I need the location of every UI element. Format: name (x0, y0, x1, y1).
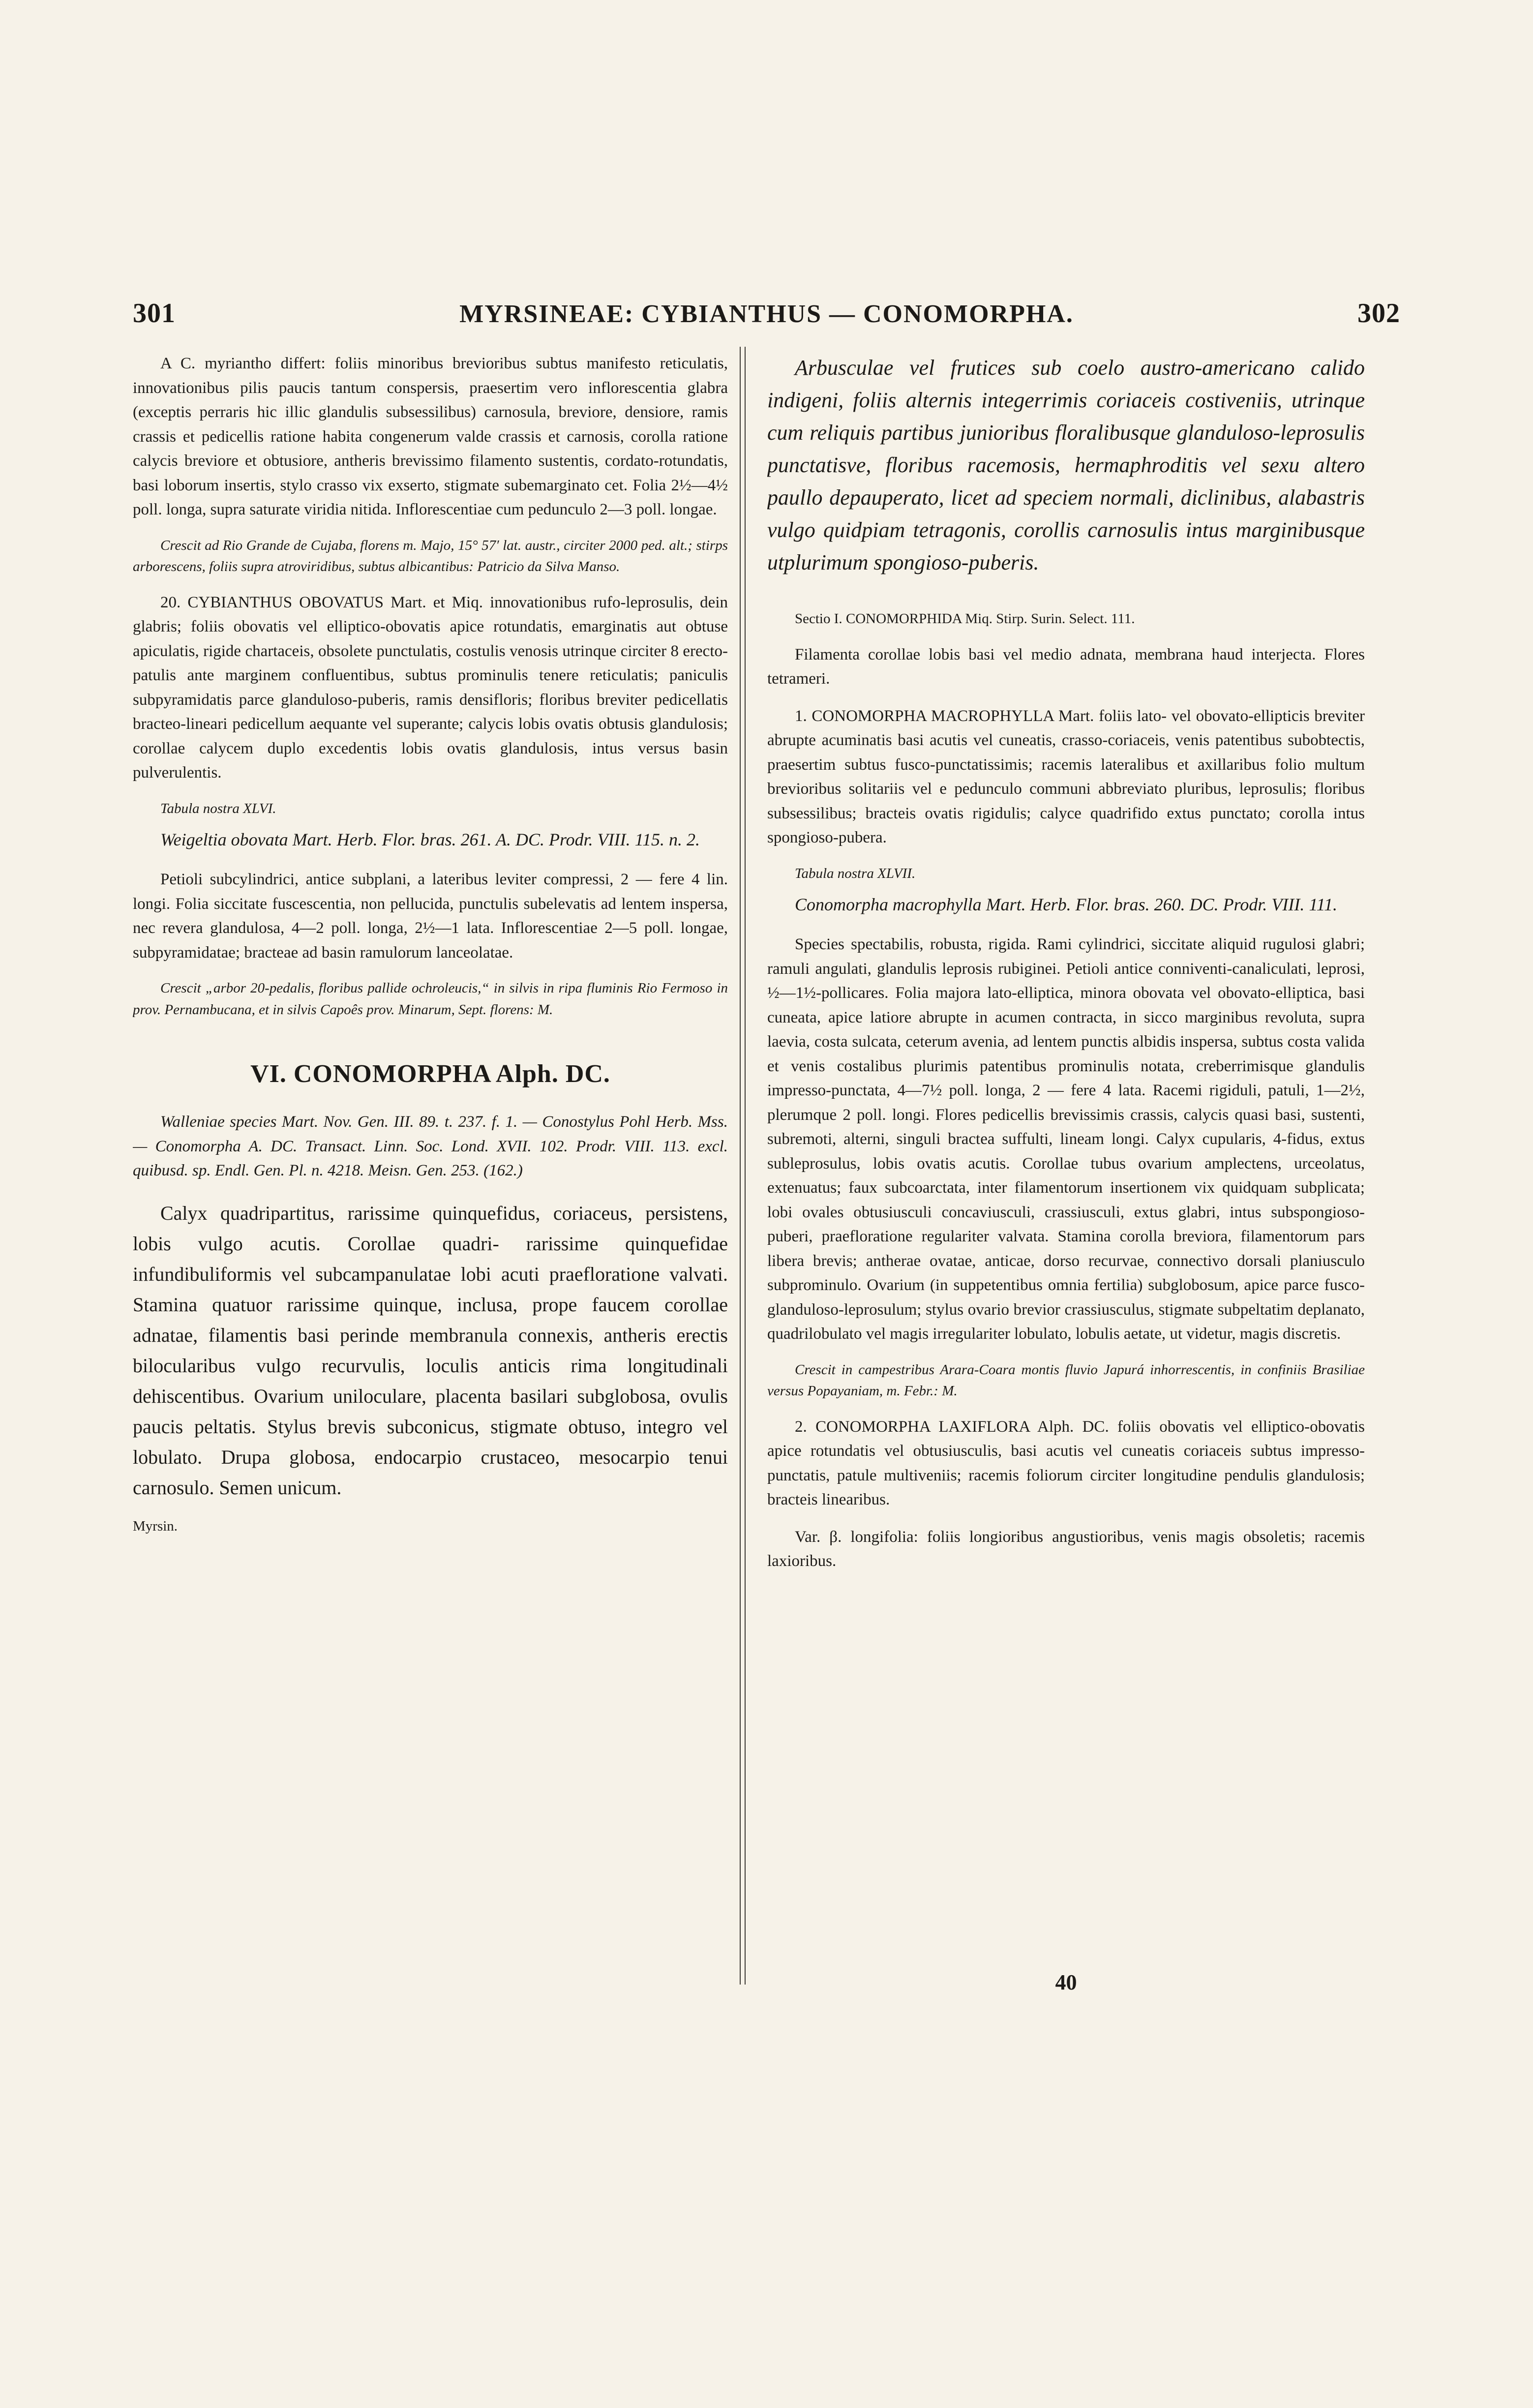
paragraph-differt: A C. myriantho differt: foliis minoribus brevioribus subtus manifesto reticulatis, innovationibus pilis paucis tantum conspersis, praesertim vero inflorescentia glabra (exceptis perraris hic illic glandulis subsessilibus) carnosula, breviore, densiore, ramis crassis et pedicellis ratione habita congenerum valde crassis et carnosis, corolla ratione calycis breviore et obtusiore, antheris brevissimo filamento sustentis, cordato-rotundatis, basi loborum insertis, stylo crasso vix exserto, stigmate subemarginato cet. Folia 2½—4½ poll. longa, supra saturate viridia nitida. Inflorescentiae cum pedunculo 2—3 poll. longae. (133, 355, 728, 518)
habitat-note: Crescit ad Rio Grande de Cujaba, florens m. Majo, 15° 57′ lat. austr., circiter 2000 ped. alt.; stirps arborescens, foliis supra atroviridibus, subtus albicantibus: Patricio da Silva Manso. (133, 537, 728, 574)
variety-note: Var. β. longifolia: foliis longioribus angustioribus, venis magis obsoletis; racemis laxioribus. (767, 1528, 1365, 1570)
synonym: Weigeltia obovata Mart. Herb. Flor. bras. 261. A. DC. Prodr. VIII. 115. n. 2. (160, 830, 700, 849)
page-number-left: 301 (133, 298, 176, 329)
genus-synonymy: Walleniae species Mart. Nov. Gen. III. 89. t. 237. f. 1. — Conostylus Pohl Herb. Mss. — Conomorpha A. DC. Transact. Linn. Soc. Lond. XVII. 102. Prodr. VIII. 113. excl. quibusd. sp. Endl. Gen. Pl. n. 4218. Meisn. Gen. 253. (162.) (133, 1113, 728, 1179)
species-2-diagnosis: 2. CONOMORPHA LAXIFLORA Alph. DC. foliis obovatis vel elliptico-obovatis apice rotundatis vel obtusiusculis, basi acutis vel cuneatis coriaceis subtus impresso-punctatis, patule multiveniis; racemis foliorum circiter longitudine pendulis glandulosis; bracteis linearibus. (767, 1417, 1365, 1508)
genus-description: Calyx quadripartitus, rarissime quinquefidus, coriaceus, persistens, lobis vulgo acutis. Corollae quadri- rarissime quinquefidae infundibuliformis vel subcampanulatae lobi acuti praefloratione valvati. Stamina quatuor rarissime quinque, inclusa, prope faucem corollae adnatae, filamentis basi perinde membranula connexis, antheris erectis bilocularibus vulgo recurvulis, loculis anticis rima longitudinali dehiscentibus. Ovarium uniloculare, placenta basilari subglobosa, ovulis paucis peltatis. Stylus brevis subconicus, stigmate obtuso, integro vel lobulato. Drupa globosa, endocarpio crustaceo, mesocarpio tenui carnosulo. Semen unicum. (133, 1202, 728, 1499)
habitat-note: Crescit „arbor 20-pedalis, floribus pallide ochroleucis,“ in silvis in ripa fluminis Rio Fermoso in prov. Pernambucana, et in silvis Capoês prov. Minarum, Sept. florens: M. (133, 980, 728, 1018)
page-number-right: 302 (1357, 298, 1400, 329)
synonym: Conomorpha macrophylla Mart. Herb. Flor. bras. 260. DC. Prodr. VIII. 111. (795, 895, 1337, 914)
species-20-description: 20. CYBIANTHUS OBOVATUS Mart. et Miq. innovationibus rufo-leprosulis, dein glabris; foliis obovatis vel elliptico-obovatis apice rotundatis, emarginatis aut obtuse apiculatis, rigide chartaceis, obsolete punctulatis, costulis venosis utrinque circiter 8 erecto-patulis ante marginem confluentibus, subtus prominulis tenere reticulatis; paniculis subpyramidatis parce glanduloso-puberis, ramis densifloris; floribus breviter pedicellatis bracteo-lineari pedicellum aequante vel superante; calycis lobis ovatis obtusis glandulosis; corollae calycem duplo excedentis lobis ovatis glandulosis, intus versus basin pulverulentis. (133, 593, 728, 782)
habitat-note: Crescit in campestribus Arara-Coara montis fluvio Japurá inhorrescentis, in confiniis Brasiliae versus Popayaniam, m. Febr.: M. (767, 1361, 1365, 1399)
species-1-diagnosis: 1. CONOMORPHA MACROPHYLLA Mart. foliis lato- vel obovato-ellipticis breviter abrupte acuminatis basi acutis vel cuneatis, crasso-coriaceis, venis patentibus subobtectis, praesertim subtus fusco-punctatissimis; racemis lateralibus et axillaribus folio multum brevioribus solitariis vel e pedunculo communi abbreviato pluribus, leprosulis; floribus subsessilibus; bracteis ovatis rigidulis; calyce quadrifido extus punctato; corolla intus spongioso-pubera. (767, 707, 1365, 846)
column-divider (740, 347, 746, 1985)
running-head (133, 298, 1400, 342)
section-heading: Sectio I. CONOMORPHIDA Miq. Stirp. Surin. Select. 111. (795, 611, 1135, 627)
genus-habit: Arbusculae vel frutices sub coelo austro-americano calido indigeni, foliis alternis integerrimis coriaceis costiveniis, utrinque cum reliquis partibus junioribus floralibusque glanduloso-leprosulis punctatisve, floribus racemosis, hermaphroditis vel sexu altero paullo depauperato, licet ad speciem normali, diclinibus, alabastris vulgo quidpiam tetragonis, corollis carnosulis intus marginibusque utplurimum spongioso-puberis. (767, 356, 1365, 574)
plate-reference: Tabula nostra XLVII. (795, 865, 916, 881)
signature-mark: Myrsin. (133, 1518, 178, 1534)
signature-number: 40 (1055, 1970, 1077, 1994)
running-title: MYRSINEAE: CYBIANTHUS — CONOMORPHA. (459, 300, 1074, 328)
genus-heading: VI. CONOMORPHA Alph. DC. (250, 1060, 610, 1088)
left-column (133, 352, 728, 2260)
section-description: Filamenta corollae lobis basi vel medio adnata, membrana haud interjecta. Flores tetrameri. (767, 645, 1365, 688)
species-1-description: Species spectabilis, robusta, rigida. Rami cylindrici, siccitate aliquid rugulosi glabri; ramuli angulati, glandulis leprosis rubiginei. Petioli antice conniventi-canaliculati, leprosi, ½—1½-pollicares. Folia majora lato-elliptica, minora obovata vel obovato-elliptica, basi cuneata, apice latiore abrupte in acumen contracta, in sicco marginibus revoluta, supra laevia, costa sulcata, ceterum avenia, ad lentem punctis albidis inspersa, subtus costa valida et venis costalibus plurimis patentibus prominulis notata, creberrimisque glandulis impresso-punctata, 4—7½ poll. longa, 2 — fere 4 lata. Racemi rigiduli, patuli, 1—2½, plerumque 2 poll. longi. Flores pedicellis brevissimis crassis, calycis quasi basi, sustenti, subremoti, alterni, singuli bractea suffulti, lineam longi. Calyx cupularis, 4-fidus, extus subleprosulus, lobis ovatis acutis. Corollae tubus ovarium amplectens, urceolatus, extenuatus; faux subcoarctata, inter filamentorum insertionem vix quidquam subplicata; lobi ovales obtusiusculi concaviusculi, crassiusculi, extus glabri, intus subspongioso-puberi, praefloratione regulariter valvata. Stamina corolla breviora, filamentorum pars libera brevis; antherae ovatae, anticae, dorso recurvae, connectivo dorsali planiusculo subprominulo. Ovarium (in suppetentibus omnia fertilia) subglobosum, apice parce fusco-glanduloso-leprosulum; stylus ovario brevior crassiusculus, stigmate subpeltatim deplanato, quadrilobulato vel magis irregulariter lobulato, lobulis aetate, ut videtur, magis discretis. (767, 935, 1365, 1343)
species-20-details: Petioli subcylindrici, antice subplani, a lateribus leviter compressi, 2 — fere 4 lin. longi. Folia siccitate fuscescentia, non pellucida, punctulis subelevatis ad lentem inspersa, nec revera glandulosa, 4—2 poll. longa, 2½—1 lata. Inflorescentiae 2—5 poll. longae, subpyramidatae; bracteae ad basin ramulorum lanceolatae. (133, 871, 728, 962)
plate-reference: Tabula nostra XLVI. (160, 800, 276, 816)
